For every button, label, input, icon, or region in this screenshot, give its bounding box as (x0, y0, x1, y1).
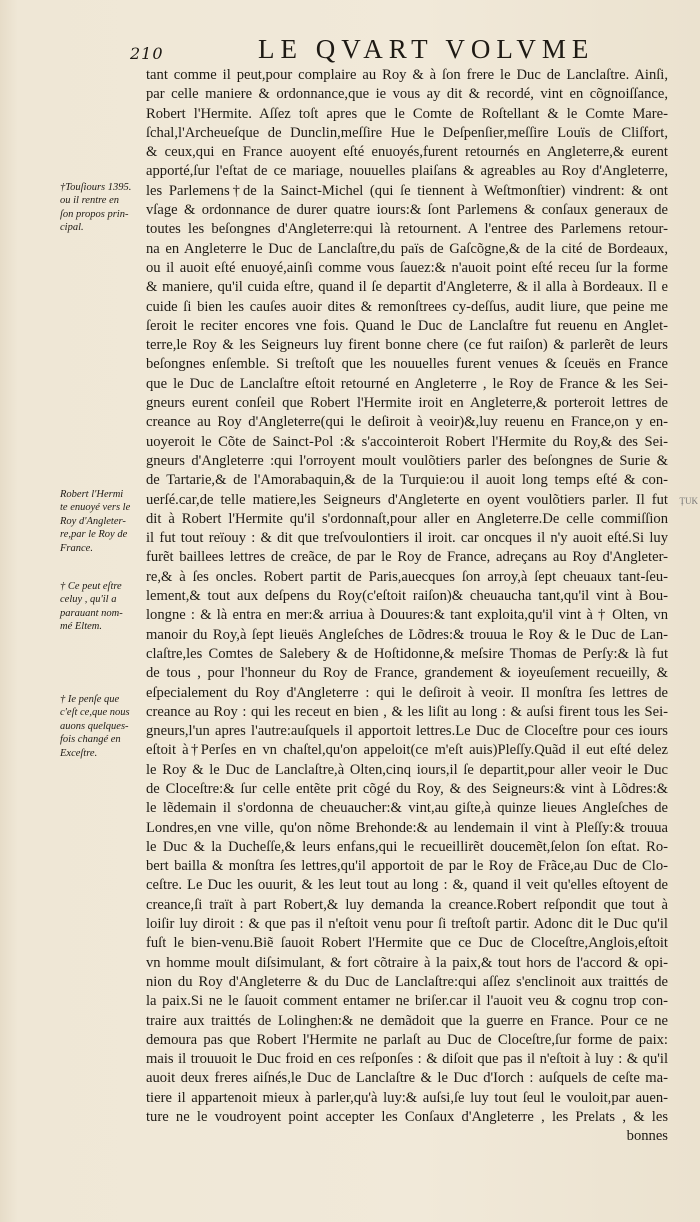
text-line: & ceux,qui en France auoyent eſté enuoyés,furent retournés en Angleterre,& eurent (146, 144, 668, 161)
text-line: eſpecialement du Roy d'Angleterre : qui le deſiroit à veoir. Il monſtra ſes lettres de (146, 684, 668, 701)
text-line: Robert l'Hermite. Aſſez toſt apres que le Comte de Roſtellant & le Comte Mare- (146, 105, 668, 122)
text-line: manoir du Roy,à ſept lieuës Angleſches de Lõdres:& trouua le Roy & le Duc de Lan- (146, 626, 668, 643)
margin-note-line: France. (60, 542, 93, 554)
text-line: gneurs eurent conſeil que Robert l'Hermite iroit en Angleterre,& porteroit lettres de (146, 395, 668, 412)
text-line: les Parlemens†de la Sainct-Michel (qui ſe tiennent à Weſtmonſtier) vindrent: & ont (146, 182, 668, 199)
text-line: loiſir luy diroit : & que pas il n'eſtoit venu pour ſi treſtoſt partir. Adonc dit le Duc qu'il (146, 916, 668, 933)
text-line: bonnes (626, 1128, 668, 1145)
text-line: il fut tout reïouy : & dit que treſvoulontiers il iroit. car oncques il n'y auoit eſté.Si luy (146, 530, 668, 547)
text-line: par celle maniere & ordonnance,que ie vous ay dit & recordé, vint en cõgnoiſſance, (146, 86, 668, 103)
text-line: auoit deux freres aiſnés,le Duc de Lanclaſtre & le Duc d'Iorch : auſquels de ceſte ma- (146, 1070, 668, 1087)
text-line: ſeroit le reciter encores vne fois. Quand le Duc de Lanclaſtre fut reuenu en Anglet- (146, 317, 668, 334)
text-line: longne : & là entra en mer:& arriua à Douures:& tant exploita,qu'il vint à † Olten, vn (146, 607, 668, 624)
text-line: ou il auoit eſté enuoyé,ainſi comme vous ſauez:& n'auoit point eſté receu ſur la forme (146, 259, 668, 276)
text-line: traire aux traittés de Lolinghen:& ne demãdoit que la guerre en France. Pour ce ne (146, 1012, 668, 1029)
text-line: uerſé.car,de telle matiere,les Seigneurs d'Angleterte en oyent voulõtiers parler. Il fut (146, 491, 668, 508)
margin-note-line: Roy d'Angleter- (60, 515, 126, 527)
text-line: re,& à ſes oncles. Robert partit de Paris,auecques ſon arroy,à ſept cheuaux tant-ſeu- (146, 568, 668, 585)
text-line: eſtoit à†Perſes en vn chaſtel,qu'on appeloit(ce m'eſt auis)Pleſſy.Quãd il eut eſté delez (146, 742, 668, 759)
margin-note-line: cipal. (60, 222, 84, 234)
text-line: de Cloceſtre:& ſur celle entẽte prit cõgé du Roy, & des Seigneurs:& vint à Lõdres:& (146, 780, 668, 797)
text-line: nion du Roy d'Angleterre & du Duc de Lanclaſtre:qui aſſez s'enclinoit aux traittés de (146, 973, 668, 990)
text-line: gneurs d'Angleterre :qui l'orroyent moult voulõtiers parler des beſongnes de Surie & (146, 452, 668, 469)
text-line: creance au Roy d'Angleterre(qui le deſiroit à veoir)&,luy reuenu en France,on y en- (146, 414, 668, 431)
text-line: dit à Robert l'Hermite qu'il s'ordonnaſt,pour aller en Angleterre.De celle commiſſion (146, 510, 668, 527)
text-line: bert bailla & monſtra ſes lettres,qu'il apportoit de par le Roy de Frãce,au Duc de Clo- (146, 858, 668, 875)
text-line: tant comme il peut,pour complaire au Roy & à ſon frere le Duc de Lanclaſtre. Ainſi, (146, 67, 668, 83)
text-line: le Duc & la Ducheſſe,& leurs enfans,qui le recueillirẽt doucemẽt,ſelon ſon eſtat. Ro- (146, 838, 668, 855)
text-line: de Tartarie,& de l'Amorabaquin,& de la Turquie:ou il auoit long temps eſté & con- (146, 472, 668, 489)
margin-note-line: ſon propos prin- (60, 208, 129, 220)
text-line: Londres,en vne ville, qu'on nõme Brehonde:& au lendemain il vint à Pleſſy:& trouua (146, 819, 668, 836)
text-line: na en Angleterre le Duc de Lanclaſtre,du païs de Gaſcõgne,& de la cité de Bordeaux, (146, 240, 668, 257)
text-line: fuſt le bien-venu.Biẽ ſauoit Robert l'Hermite que ce Duc de Cloceſtre,Anglois,eſtoit (146, 935, 668, 952)
text-line: & maniere, qu'il cuida eſtre, quand il ſe departit d'Angleterre, & il alla à Bordeaux. Il e (146, 279, 668, 296)
text-line: toutes les beſongnes d'Angleterre:qui là retournent. A l'entree des Parlemens retour- (146, 221, 668, 238)
text-line: ceſtre. Le Duc les ouurit, & les leut tout au long : &, quand il veit qu'elles eſtoyent de (146, 877, 668, 894)
margin-note-line: celuy , qu'il a (60, 594, 117, 606)
edge-mark: ȚUK (679, 496, 698, 506)
text-line: claſtre,les Comtes de Salebery & de Hoſtidonne,& meſsire Thomas de Perſy:& là fut (146, 645, 668, 662)
margin-note-line: fois changé en (60, 734, 121, 746)
body-text (146, 66, 668, 1147)
text-line: gneurs,l'un apres l'autre:auſquels il apportoit lettres.Le Duc de Cloceſtre pour ces iours (146, 723, 668, 740)
text-line: la paix.Si ne le ſauoit comment entamer ne briſer.car il l'auoit veu & cognu trop con- (146, 993, 668, 1010)
margin-note-line: †Touſiours 1395. (60, 182, 132, 193)
margin-note-line: ou il rentre en (60, 195, 120, 207)
margin-note-line: Robert l'Hermi (60, 489, 124, 500)
text-line: le Roy & le Duc de Lanclaſtre,à Olten,cinq iours,il ſe departit,pour aller veoir le Duc (146, 761, 668, 778)
text-line: creance au Roy : qui les receut en bien , & les liſit au long : & auſsi firent tous les Sei- (146, 703, 668, 720)
margin-note-line: te enuoyé vers le (60, 502, 131, 514)
margin-note-1 (60, 181, 142, 235)
text-line: furẽt baillees lettres de creãce, de par le Roy de France, adreçans au Roy d'Angleter- (146, 549, 668, 566)
text-line: mais il trouuoit le Duc froid en ces reſponſes : & diſoit que pas il n'eſtoit à luy : & qu'il (146, 1051, 668, 1068)
text-line: vſage & ordonnance de durer quatre iours:& ſont Parlemens & conſaux generaux de (146, 202, 668, 219)
text-line: le lẽdemain il s'ordonna de cheuaucher:& vint,au giſte,à quinze lieues Angleſches de (146, 800, 668, 817)
margin-note-line: re,par le Roy de (60, 529, 128, 541)
text-line: ture ne le voudroyent point accepter les Conſaux d'Angleterre , les Prelats , & les (146, 1109, 668, 1126)
margin-note-line: mé Eltem. (60, 621, 102, 633)
text-line: apporté,ſur l'eſtat de ce mariage, nouuelles plaiſans & agreables au Roy d'Angleterre, (146, 163, 668, 180)
text-line: terre,le Roy & les Seigneurs luy firent bonne chere (ce fut raiſon) & parlerẽt de leurs (146, 337, 668, 354)
margin-note-line: c'eſt ce,que nous (60, 707, 130, 719)
text-line: de tous , pour l'honneur du Roy de France, grandement & ioyeuſement recueilly, & (146, 665, 668, 682)
running-title: LE QVART VOLVME (258, 34, 595, 64)
page-number: 210 (130, 44, 164, 63)
text-line: cuide ſi bien les cauſes auoir dites & remonſtrees cy-deſſus, audit liure, que peine me (146, 298, 668, 315)
margin-note-line: † Ce peut eſtre (60, 581, 122, 592)
text-line: lement,& tout aux deſpens du Roy(c'eſtoit raiſon)& cheuaucha tant,qu'il vint à Bou- (146, 588, 668, 605)
text-line: vn homme moult diſsimulant, & fort cõtraire à la paix,& tout hors de l'accord & opi- (146, 954, 668, 971)
margin-note-line: † Ie penſe que (60, 694, 120, 705)
margin-note-line: parauant nom- (60, 607, 123, 619)
text-line: creance,ſi traït à part Robert,& luy demanda la creance.Robert reſpondit que tout à (146, 896, 668, 913)
margin-note-line: auons quelques- (60, 720, 129, 732)
margin-note-3 (60, 580, 142, 634)
text-line: que le Duc de Lanclaſtre eſtoit retourné en Angleterre , le Roy de France & les Sei- (146, 375, 668, 392)
text-line: ſchal,l'Archeueſque de Dunclin,meſſire Hue le Deſpenſier,meſſire Louïs de Cliſfort, (146, 124, 668, 141)
margin-note-2 (60, 488, 142, 555)
page-header (130, 34, 690, 68)
text-line: beſongnes enſemble. Si treſtoſt que les nouuelles furent venues & ſceuës en France (146, 356, 668, 373)
text-line: demoura pas que Robert l'Hermite ne parlaſt au Duc de Cloceſtre,ſur forme de paix: (146, 1031, 668, 1048)
text-line: uoyeroit le Cõte de Sainct-Pol :& s'accointeroit Robert l'Hermite du Roy,& des Sei- (146, 433, 668, 450)
margin-note-line: Exceſtre. (60, 747, 98, 759)
margin-note-4 (60, 693, 142, 760)
text-line: tiere il appartenoit mieux à parler,qu'à luy:& auſsi,ſe luy tout ſeul le vouloit,par auen- (146, 1089, 668, 1106)
